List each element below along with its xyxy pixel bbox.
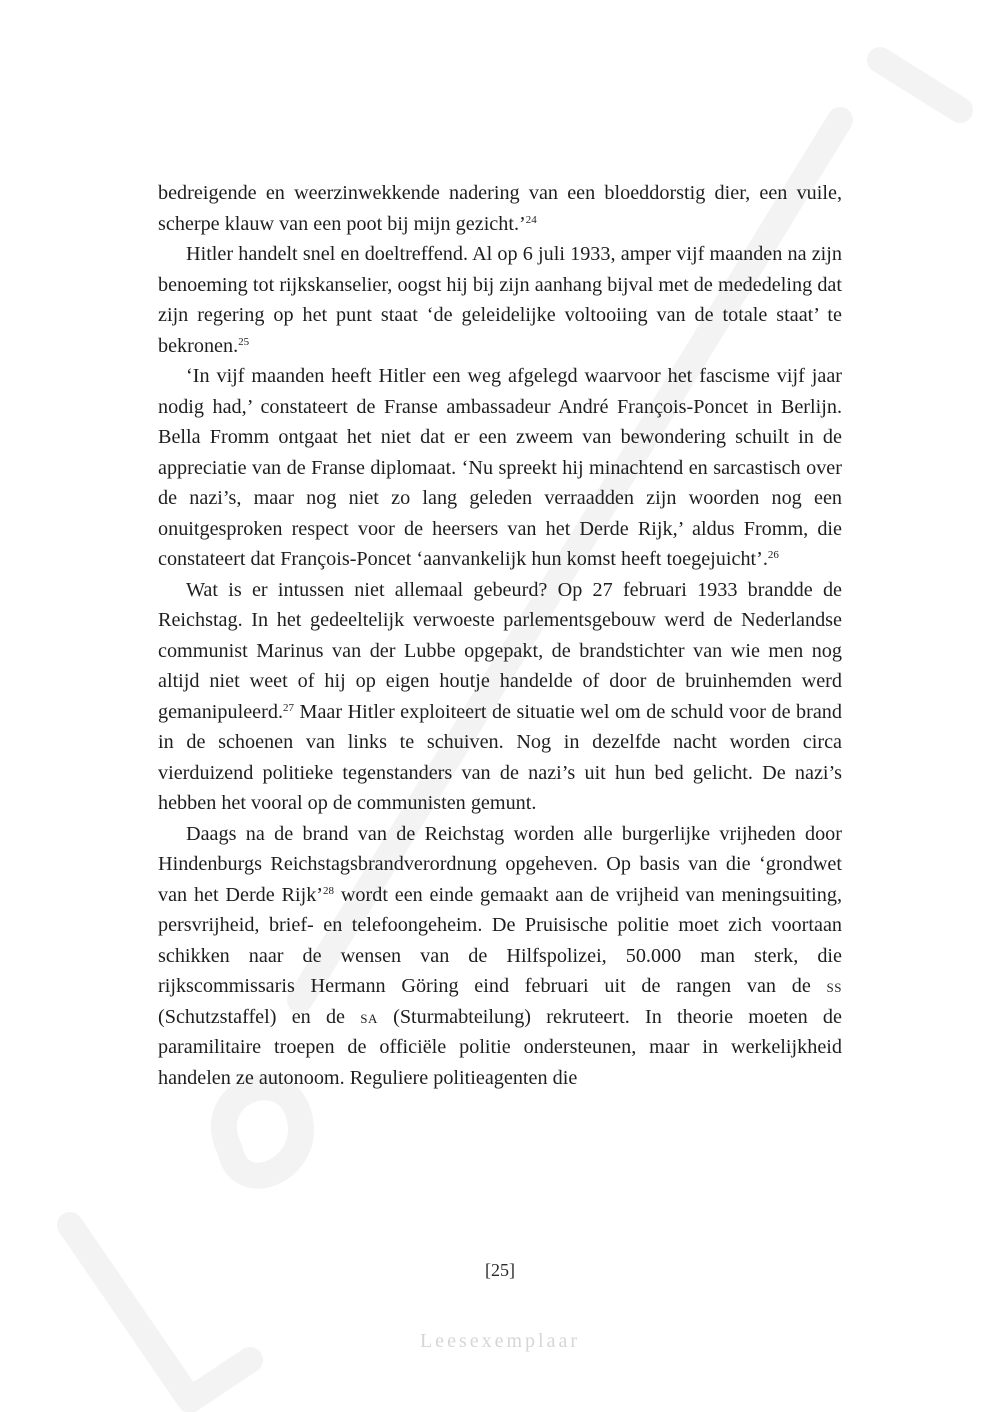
paragraph — [158, 575, 842, 819]
watermark: Leesexemplaar — [419, 1330, 581, 1352]
paragraph — [158, 178, 842, 239]
abbreviation: sa — [360, 1006, 378, 1027]
text-run: ‘In vijf maanden heeft Hitler een weg afgelegd waarvoor het fascisme vijf jaar nodig had,’ constateert de Franse ambassadeur André François-Poncet in Berlijn. Bella Fromm ontgaat het niet dat er een zweem van bewondering schuilt in de appreciatie van de Franse diplomaat. ‘Nu spreekt hij minachtend en sarcastisch over de nazi’s, maar nog niet zo lang geleden verraadden zijn woorden nog een onuitgesproken respect voor de heersers van het Derde Rijk,’ aldus Fromm, die constateert dat François-Poncet ‘aanvankelijk hun komst heeft toegejuicht’. — [158, 365, 842, 570]
footnote-reference: 28 — [323, 884, 335, 897]
text-run: bedreigende en weerzinwekkende nadering van een bloeddorstig dier, een vuile, scherpe klauw van een poot bij mijn gezicht.’ — [158, 182, 842, 235]
text-run: (Schutzstaffel) en de — [158, 1005, 361, 1028]
watermark-stroke-e1 — [224, 1087, 301, 1175]
footnote-reference: 24 — [525, 213, 537, 226]
watermark-stroke-r — [880, 60, 960, 110]
text-run: Maar Hitler exploiteert de situatie wel om de schuld voor de brand in de schoenen van links te schuiven. Nog in dezelfde nacht worden circa vierduizend politieke tegenstanders van de nazi’s uit hun bed gelicht. De nazi’s hebben het vooral op de communisten gemunt. — [158, 700, 842, 814]
footnote-reference: 26 — [767, 549, 779, 561]
text-run: (Sturmabteilung) rekruteert. In theorie moeten de paramilitaire troepen de officiële politie ondersteunen, maar in werkelijkheid handelen ze autonoom. Reguliere politieagenten die — [158, 1005, 842, 1089]
paragraph — [158, 361, 842, 575]
text-run: Wat is er intussen niet allemaal gebeurd? Op 27 februari 1933 brandde de Reichstag. In het gedeeltelijk verwoeste parlementsgebouw werd de Nederlandse communist Marinus van der Lubbe opgepakt, de brandstichter van wie men nog altijd niet weet of hij op eigen houtje handelde of door de bruinhemden werd gemanipuleerd. — [158, 578, 842, 723]
body-text — [158, 178, 842, 1093]
abbreviation: ss — [826, 976, 842, 996]
footnote-reference: 25 — [238, 335, 250, 348]
watermark-stroke-l — [70, 1225, 250, 1400]
text-run: wordt een einde gemaakt aan de vrijheid van meningsuiting, persvrijheid, brief- en telefoongeheim. De Pruisische politie moet zich voortaan schikken naar de wensen van de Hilfspolizei, 50.000 man sterk, die rijkscommissaris Hermann Göring eind februari uit de rangen van de — [158, 883, 843, 997]
text-run: Hitler handelt snel en doeltreffend. Al op 6 juli 1933, amper vijf maanden na zijn benoeming tot rijkskanselier, oogst hij bij zijn aanhang bijval met de mededeling dat zijn regering op het punt staat ‘de geleidelijke voltooiing van de totale staat’ te bekronen. — [158, 243, 842, 357]
paragraph — [158, 819, 842, 1094]
page-number: [25] — [485, 1260, 515, 1280]
text-run: Daags na de brand van de Reichstag worden alle burgerlijke vrijheden door Hindenburgs Reichstagsbrandverordnung opgeheven. Op basis van die ‘grondwet van het Derde Rijk’ — [158, 822, 842, 906]
footnote-reference: 27 — [283, 701, 294, 714]
paragraph — [158, 239, 842, 361]
